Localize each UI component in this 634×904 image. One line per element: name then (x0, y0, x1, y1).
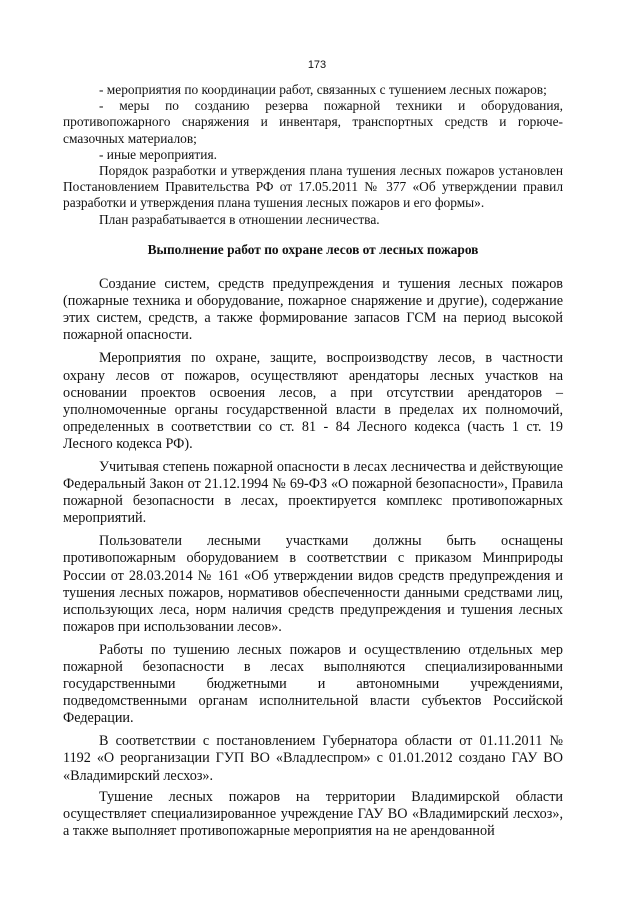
paragraph: Тушение лесных пожаров на территории Владимирской области осуществляет специализированное учреждение ГАУ ВО «Владимирский лесхоз», а также выполняет противопожарные мероприятия на не арендованной (63, 788, 563, 839)
paragraph: План разрабатывается в отношении лесничества. (99, 211, 380, 227)
list-item: - мероприятия по координации работ, связанных с тушением лесных пожаров; (99, 82, 547, 97)
section-heading: Выполнение работ по охране лесов от лесных пожаров (147, 241, 479, 257)
paragraph: Работы по тушению лесных пожаров и осуществлению отдельных мер пожарной безопасности в лесах выполняются специализированными государственными бюджетными и автономными учреждениями, подведомственными органам исполнительной власти субъектов Российской Федерации. (63, 641, 563, 727)
document-body (63, 82, 563, 844)
paragraph: Мероприятия по охране, защите, воспроизводству лесов, в частности охрану лесов от пожаров, осуществляют арендаторы лесных участков на основании проектов освоения лесов, а при отсутствии арендаторов – уполномоченные органы государственной власти в пределах их полномочий, определенных в соответствии со ст. 81 - 84 Лесного кодекса (часть 1 ст. 19 Лесного кодекса РФ). (63, 350, 563, 452)
list-item: - иные мероприятия. (99, 146, 217, 162)
paragraph: В соответствии с постановлением Губернатора области от 01.11.2011 № 1192 «О реорганизации ГУП ВО «Владлеспром» с 01.01.2012 создано ГАУ ВО «Владимирский лесхоз». (63, 733, 563, 784)
list-item: - меры по созданию резерва пожарной техники и оборудования, противопожарного снаряжения и инвентаря, транспортных средств и горюче-смазочных материалов; (63, 98, 563, 146)
page-number: 173 (307, 59, 327, 71)
section-body (63, 276, 563, 840)
paragraph: Порядок разработки и утверждения плана тушения лесных пожаров установлен Постановлением Правительства РФ от 17.05.2011 № 377 «Об утверждении правил разработки и утверждения плана тушения лесных пожаров и его формы». (63, 163, 563, 211)
paragraph: Пользователи лесными участками должны быть оснащены противопожарным оборудованием в соответствии с приказом Минприроды России от 28.03.2014 № 161 «Об утверждении видов средств предупреждения и тушения лесных пожаров, нормативов обеспеченности данными средствами лиц, использующих леса, норм наличия средств предупреждения и тушения лесных пожаров при использовании лесов». (63, 533, 563, 635)
paragraph: Учитывая степень пожарной опасности в лесах лесничества и действующие Федеральный Закон от 21.12.1994 № 69-ФЗ «О пожарной безопасности», Правила пожарной безопасности в лесах, проектируется комплекс противопожарных мероприятий. (63, 458, 563, 527)
paragraph: Создание систем, средств предупреждения и тушения лесных пожаров (пожарные техника и оборудование, пожарное снаряжение и другие), содержание этих систем, средств, а также формирование запасов ГСМ на период высокой пожарной опасности. (63, 276, 563, 344)
